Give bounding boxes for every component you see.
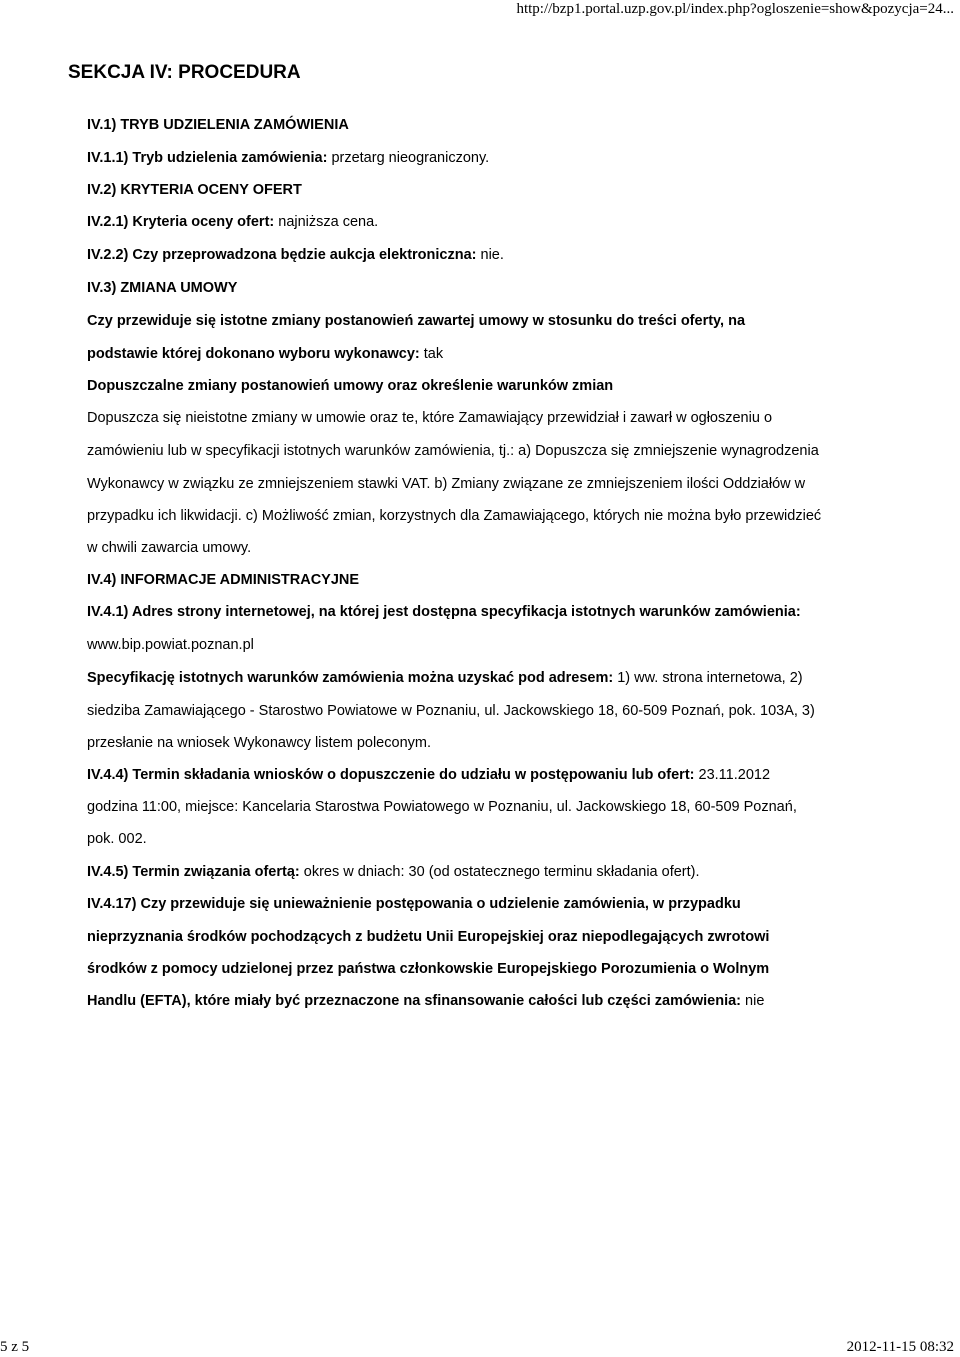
question-line — [87, 344, 947, 364]
field-value: nie. — [480, 247, 504, 263]
body-line: przypadku ich likwidacji. c) Możliwość zmian, korzystnych dla Zamawiającego, których nie można było przewidzieć — [87, 508, 822, 524]
field-label: IV.2.2) Czy przeprowadzona będzie aukcja elektroniczna: — [87, 247, 477, 263]
field-iv44 — [87, 765, 947, 785]
header-url: http://bzp1.portal.uzp.gov.pl/index.php?ogloszenie=show&pozycja=24... — [516, 1, 954, 17]
sub-heading: Dopuszczalne zmiany postanowień umowy oraz określenie warunków zmian — [87, 378, 614, 394]
heading-iv1: IV.1) TRYB UDZIELENIA ZAMÓWIENIA — [87, 117, 349, 133]
field-iv21 — [87, 212, 947, 232]
field-spec — [87, 668, 947, 688]
field-iv417 — [87, 991, 947, 1011]
question-line: środków z pomocy udzielonej przez państwa członkowskie Europejskiego Porozumienia o Wolnym — [87, 961, 770, 977]
field-value: nie — [745, 993, 765, 1009]
field-iv41-value: www.bip.powiat.poznan.pl — [87, 637, 254, 653]
field-value: 1) ww. strona internetowa, 2) — [617, 670, 803, 686]
body-line: zamówieniu lub w specyfikacji istotnych warunków zamówienia, tj.: a) Dopuszcza się zmniejszenie wynagrodzenia — [87, 443, 819, 459]
field-label: IV.1.1) Tryb udzielenia zamówienia: — [87, 150, 328, 166]
field-label: podstawie której dokonano wyboru wykonawcy: — [87, 346, 420, 362]
field-label: IV.4.5) Termin związania ofertą: — [87, 864, 300, 880]
body-line: Wykonawcy w związku ze zmniejszeniem stawki VAT. b) Zmiany związane ze zmniejszeniem ilości Oddziałów w — [87, 476, 806, 492]
body-line: pok. 002. — [87, 831, 147, 847]
heading-iv3: IV.3) ZMIANA UMOWY — [87, 280, 238, 296]
field-label: Handlu (EFTA), które miały być przeznaczone na sfinansowanie całości lub części zamówienia: — [87, 993, 742, 1009]
field-value: najniższa cena. — [278, 214, 379, 230]
field-value: przetarg nieograniczony. — [331, 150, 490, 166]
body-line: przesłanie na wniosek Wykonawcy listem poleconym. — [87, 735, 431, 751]
field-iv11 — [87, 148, 947, 168]
field-iv41-label: IV.4.1) Adres strony internetowej, na której jest dostępna specyfikacja istotnych warunków zamówienia: — [87, 604, 801, 620]
field-label: Specyfikację istotnych warunków zamówienia można uzyskać pod adresem: — [87, 670, 614, 686]
question-line: nieprzyznania środków pochodzących z budżetu Unii Europejskiej oraz niepodlegających zwrotowi — [87, 929, 770, 945]
field-value: okres w dniach: 30 (od ostatecznego terminu składania ofert). — [303, 864, 700, 880]
heading-iv2: IV.2) KRYTERIA OCENY OFERT — [87, 182, 302, 198]
field-value: 23.11.2012 — [698, 767, 771, 783]
section-title: SEKCJA IV: PROCEDURA — [68, 62, 301, 83]
page-number: 5 z 5 — [0, 1339, 30, 1355]
question-line: IV.4.17) Czy przewiduje się unieważnienie postępowania o udzielenie zamówienia, w przypadku — [87, 896, 741, 912]
body-line: siedziba Zamawiającego - Starostwo Powiatowe w Poznaniu, ul. Jackowskiego 18, 60-509 Poznań, pok. 103A, 3) — [87, 703, 815, 719]
question-line: Czy przewiduje się istotne zmiany postanowień zawartej umowy w stosunku do treści oferty, na — [87, 313, 746, 329]
field-iv22 — [87, 245, 947, 265]
body-line: Dopuszcza się nieistotne zmiany w umowie oraz te, które Zamawiający przewidział i zawarł w ogłoszeniu o — [87, 410, 773, 426]
body-line: godzina 11:00, miejsce: Kancelaria Starostwa Powiatowego w Poznaniu, ul. Jackowskiego 18, 60-509 Poznań, — [87, 799, 797, 815]
print-datetime: 2012-11-15 08:32 — [846, 1339, 954, 1355]
heading-iv4: IV.4) INFORMACJE ADMINISTRACYJNE — [87, 572, 360, 588]
field-value: tak — [423, 346, 444, 362]
field-iv45 — [87, 862, 947, 882]
field-label: IV.2.1) Kryteria oceny ofert: — [87, 214, 275, 230]
field-label: IV.4.4) Termin składania wniosków o dopuszczenie do udziału w postępowaniu lub ofert: — [87, 767, 695, 783]
body-line: w chwili zawarcia umowy. — [87, 540, 252, 556]
